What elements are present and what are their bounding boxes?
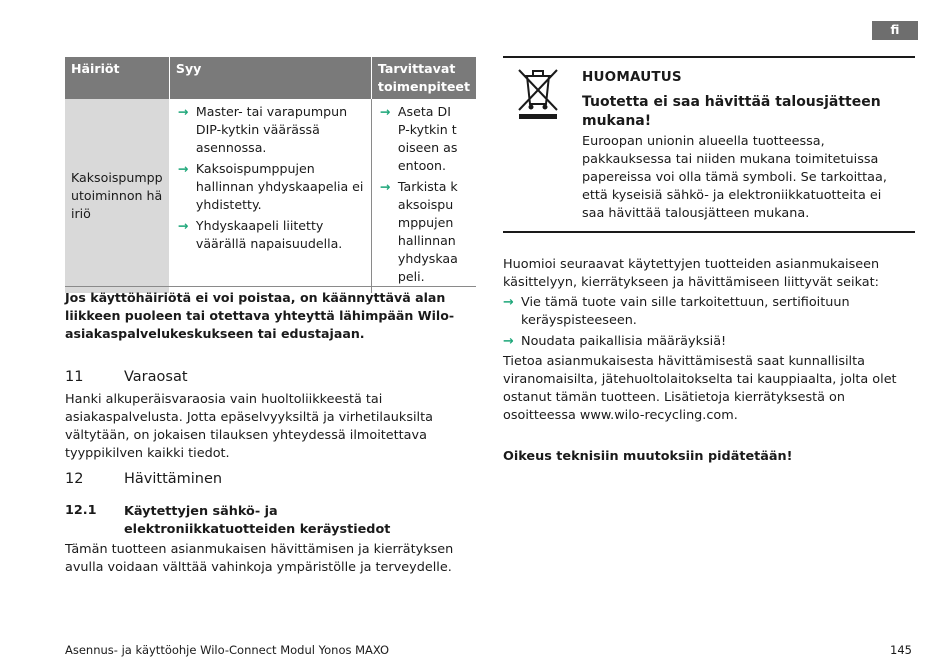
section-12-title: Hävittäminen bbox=[124, 471, 223, 487]
list-item bbox=[176, 103, 367, 157]
table-bottom-rule bbox=[65, 286, 476, 287]
list-item bbox=[501, 333, 915, 351]
weee-crossed-bin-icon bbox=[515, 64, 561, 120]
list-item bbox=[501, 294, 915, 330]
bullet-text: Noudata paikallisia määräyksiä! bbox=[521, 334, 727, 349]
cause-text: Yhdyskaapeli liitetty väärällä napaisuudella. bbox=[195, 218, 343, 251]
action-list bbox=[378, 103, 458, 286]
notice-bottom-rule bbox=[503, 231, 915, 233]
section-11-title: Varaosat bbox=[124, 369, 188, 385]
arrow-icon: → bbox=[503, 295, 514, 310]
language-tab: fi bbox=[872, 21, 918, 40]
section-12-number: 12 bbox=[65, 471, 84, 487]
cause-list bbox=[176, 103, 367, 253]
arrow-icon: → bbox=[379, 104, 391, 119]
rights-reserved: Oikeus teknisiin muutoksiin pidätetään! bbox=[503, 449, 793, 464]
notice-heading: Tuotetta ei saa hävittää talousjätteen mukana! bbox=[582, 94, 881, 129]
list-item bbox=[378, 103, 458, 175]
section-11-text: Hanki alkuperäisvaraosia vain huoltoliikkeestä tai asiakaspalvelusta. Jotta epäselvyyksiltä ja virhetilauksilta vältytään, on jokaisen tilauksen yhteydessä ilmoitettava tyyppikilven kaikki tiedot. bbox=[65, 392, 433, 461]
section-12-1-number: 12.1 bbox=[65, 503, 97, 518]
fault-text: Kaksoispumpputoiminnon häiriö bbox=[71, 170, 163, 221]
table-row bbox=[65, 99, 476, 293]
service-note: Jos käyttöhäiriötä ei voi poistaa, on käännyttävä alan liikkeen puoleen tai otettava yhteyttä lähimpään Wilo-asiakaspalvelukeskukseen tai edustajaan. bbox=[65, 290, 455, 341]
notice-title: HUOMAUTUS bbox=[582, 69, 682, 85]
cause-text: Master- tai varapumpun DIP-kytkin väärässä asennossa. bbox=[195, 104, 348, 155]
disposal-bullets bbox=[501, 294, 915, 354]
table-header-action: Tarvittavat toimenpiteet bbox=[371, 57, 476, 99]
arrow-icon: → bbox=[503, 334, 514, 349]
troubleshooting-table bbox=[65, 57, 476, 293]
arrow-icon: → bbox=[379, 179, 391, 194]
action-text: Aseta DIP-kytkin toiseen asentoon. bbox=[397, 104, 458, 173]
section-12-1-title: Käytettyjen sähkö- ja elektroniikkatuotteiden keräystiedot bbox=[124, 504, 391, 537]
arrow-icon: → bbox=[177, 104, 189, 119]
footer-document-title: Asennus- ja käyttöohje Wilo-Connect Modul Yonos MAXO bbox=[65, 643, 390, 657]
table-header-cause: Syy bbox=[169, 57, 371, 99]
cause-text: Kaksoispumppujen hallinnan yhdyskaapelia ei yhdistetty. bbox=[195, 161, 364, 212]
bullet-text: Vie tämä tuote vain sille tarkoitettuun, sertifioituun keräyspisteeseen. bbox=[521, 295, 850, 328]
disposal-info: Tietoa asianmukaisesta hävittämisestä saat kunnallisilta viranomaisilta, jätehuoltolaitokselta tai kauppiaalta, jolta olet ostanut tämän tuotteen. Lisätietoja kierrätyksestä on osoitteessa www.wilo-recycling.com. bbox=[503, 354, 897, 423]
table-header-fault: Häiriöt bbox=[65, 57, 169, 99]
list-item bbox=[176, 160, 367, 214]
page-number: 145 bbox=[890, 643, 912, 657]
section-11-number: 11 bbox=[65, 369, 84, 385]
notice-text: Euroopan unionin alueella tuotteessa, pakkauksessa tai niiden mukana toimitetuissa papereissa voi olla tämä symboli. Se tarkoittaa, että kyseisiä sähkö- ja elektroniikkatuotteita ei saa hävittää talousjätteen mukana. bbox=[582, 134, 887, 221]
list-item bbox=[176, 217, 367, 253]
action-text: Tarkista kaksoispumppujen hallinnan yhdyskaapeli. bbox=[397, 179, 458, 284]
notice-top-rule bbox=[503, 56, 915, 58]
cause-cell bbox=[169, 99, 371, 293]
table-header-row bbox=[65, 57, 476, 99]
fault-cell bbox=[65, 99, 169, 293]
section-12-1-text: Tämän tuotteen asianmukaisen hävittämisen ja kierrätyksen avulla voidaan välttää vahinkoja ympäristölle ja terveydelle. bbox=[65, 542, 454, 575]
list-item bbox=[378, 178, 458, 286]
arrow-icon: → bbox=[177, 218, 189, 233]
arrow-icon: → bbox=[177, 161, 189, 176]
action-cell bbox=[371, 99, 476, 293]
disposal-intro: Huomioi seuraavat käytettyjen tuotteiden asianmukaiseen käsittelyyn, kierrätykseen ja hävittämiseen liittyvät seikat: bbox=[503, 257, 880, 290]
